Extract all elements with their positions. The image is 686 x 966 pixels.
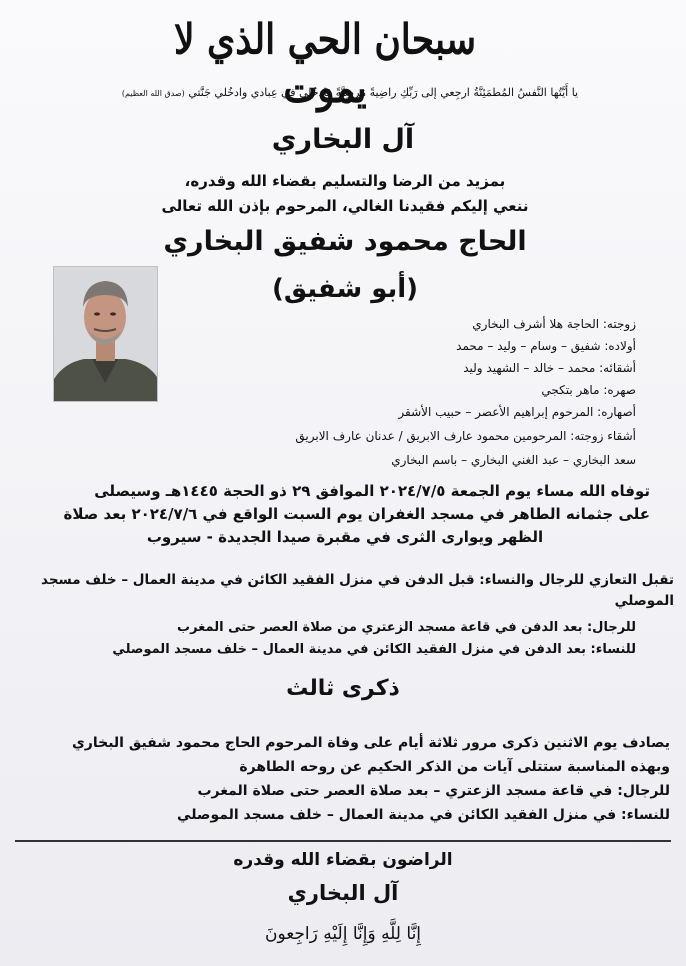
- announcement-line-1: توفاه الله مساء يوم الجمعة ٢٠٢٤/٧/٥ الموافق ٢٩ ذو الحجة ١٤٤٥هـ وسيصلى: [94, 482, 650, 500]
- quran-verse-seal: (صدق الله العظيم): [121, 89, 185, 98]
- announcement-line-3: الظهر ويوارى الثرى في مقبرة صيدا الجديدة - سيروب: [146, 528, 544, 546]
- portrait-illustration: [54, 267, 157, 401]
- quran-verse: [70, 86, 630, 99]
- relative-wife-brothers: أشقاء زوجته: المرحومين محمود عارف الابريق / عدنان عارف الابريق: [295, 429, 636, 443]
- third-day-line-1: يصادف يوم الاثنين ذكرى مرور ثلاثة أيام على وفاة المرحوم الحاج محمود شفيق البخاري: [71, 735, 670, 751]
- condolences-women: للنساء: بعد الدفن في منزل الفقيد الكائن في مدينة العمال – خلف مسجد الموصلي: [112, 642, 636, 657]
- quran-verse-text: يا أَيَّتُها النَّفسُ المُطمَئِنَّةُ ارجِعي إلى رَبِّكِ راضِيةً مَرضِيَّةً فادخُلي في عِبادي وادخُلي جَنَّتي: [188, 86, 579, 99]
- relative-wife: زوجته: الحاجة هلا أشرف البخاري: [472, 317, 636, 331]
- intro-line-1: بمزيد من الرضا والتسليم بقضاء الله وقدره،: [184, 172, 506, 190]
- third-day-line-2: وبهذه المناسبة ستتلى آيات من الذكر الحكيم عن روحه الطاهرة: [239, 759, 670, 775]
- relative-brothers: أشقائه: محمد – خالد – الشهيد وليد: [463, 361, 636, 375]
- condolences-main: تقبل التعازي للرجال والنساء: قبل الدفن في منزل الفقيد الكائن في مدينة العمال – خلف مسجد الموصلي: [41, 572, 674, 609]
- announcement-line-2: على جثمانه الطاهر في مسجد الغفران يوم السبت الواقع في ٢٠٢٤/٧/٦ بعد صلاة: [63, 505, 650, 523]
- third-day-title: ذكرى ثالث: [286, 676, 400, 701]
- family-signature: آل البخاري: [287, 881, 399, 905]
- relative-others: سعد البخاري – عبد الغني البخاري – باسم البخاري: [391, 453, 636, 467]
- final-verse: إِنَّا لِلَّهِ وَإِنَّا إِلَيْهِ رَاجِعونَ: [264, 924, 422, 944]
- deceased-photo: [53, 266, 158, 402]
- closing-line: الراضون بقضاء الله وقدره: [233, 850, 453, 870]
- relative-son-in-law: صهره: ماهر بتكجي: [541, 383, 636, 397]
- calligraphy-text: سبحان الحي الذي لا يموت: [173, 15, 477, 113]
- deceased-nickname: (أبو شفيق): [271, 274, 419, 304]
- relative-children: أولاده: شفيق – وسام – وليد – محمد: [456, 339, 636, 353]
- family-title: آل البخاري: [271, 124, 415, 155]
- relative-in-laws: أصهاره: المرحوم إبراهيم الأعصر – حبيب الأشقر: [398, 405, 636, 419]
- third-day-women: للنساء: في منزل الفقيد الكائن في مدينة العمال – خلف مسجد الموصلي: [177, 807, 670, 823]
- divider-line: [15, 840, 671, 842]
- condolences-men: للرجال: بعد الدفن في قاعة مسجد الزعتري من صلاة العصر حتى المغرب: [177, 620, 636, 635]
- intro-line-2: ننعي إليكم فقيدنا الغالي، المرحوم بإذن الله تعالى: [161, 197, 529, 215]
- deceased-name: الحاج محمود شفيق البخاري: [163, 226, 527, 257]
- third-day-men: للرجال: في قاعة مسجد الزعتري – بعد صلاة العصر حتى صلاة المغرب: [197, 783, 670, 799]
